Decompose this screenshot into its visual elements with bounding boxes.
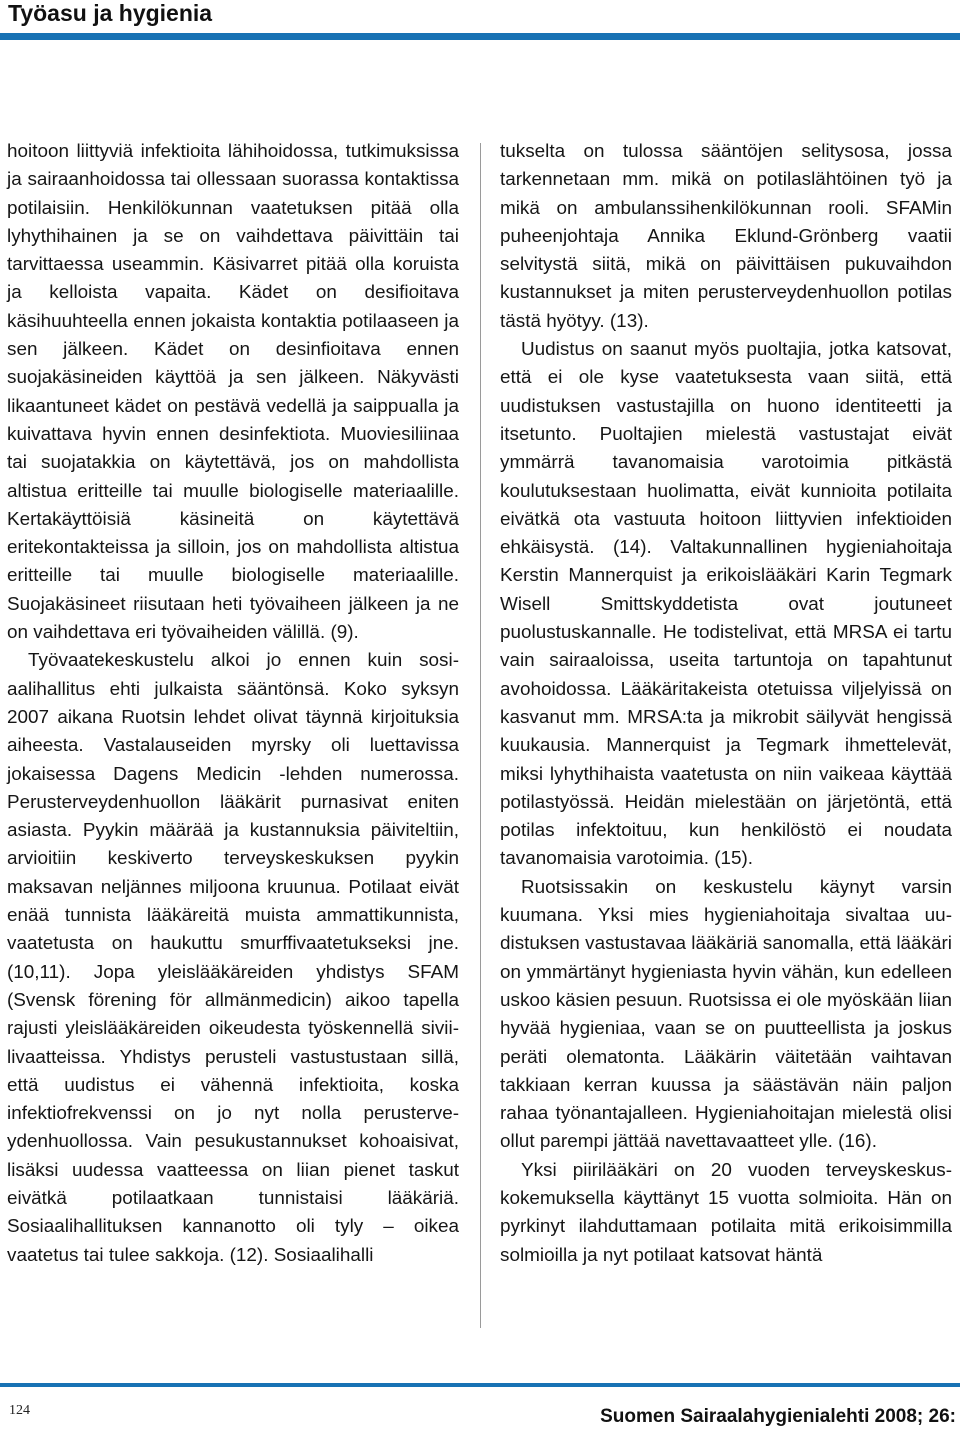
left-column [7,138,459,1270]
header-rule [0,33,960,40]
paragraph: Yksi piirilääkäri on 20 vuoden terveyskeskuskokemuksella käyttänyt 15 vuotta solmioita. Hän on pyrkinyt ilahduttamaan potilaita mitä erikoisimmilla solmioilla ja nyt potilaat katsovat häntä [500,1159,952,1266]
paragraph: hoitoon liittyviä infektioita lähihoidossa, tutkimuksissa ja sairaanhoidossa tai ollessaan suorassa kontaktissa potilaisiin. Henkilökunnan vaatetuksen pitää olla lyhythihainen ja se on vaihdettava päivittäin tai tarvittaessa useammin. Käsivarret pitää olla koruista ja kelloista vapaita. Kädet on desifioitava käsihuuhteella ennen jokaista kontaktia potilaaseen ja sen jälkeen. Kädet on desinfioitava ennen suojakäsineiden käyttöä ja sen jälkeen. Näkyvästi likaantuneet kädet on pestävä vedellä ja saippualla ja kuivattava hyvin ennen desinfektiota. Muoviesiliinaa tai suojatakkia on käytettävä, jos on mahdollista altistua eritteille tai muulle biologiselle materiaalille. Kertakäyttöisiä käsineitä on käytettävä eritekontakteissa ja silloin, jos on mahdollista altistua eritteille tai muulle biologiselle materiaalille. Suojakäsineet riisutaan heti työvaiheen jälkeen ja ne on vaihdettava eri työvaiheiden välillä. (9). [7,141,459,644]
right-column [500,138,952,1270]
journal-title: Suomen Sairaalahygienialehti 2008; 26: [600,1406,956,1427]
paragraph: tukselta on tulossa sääntöjen selitysosa, jossa tarkennetaan mm. mikä on potilaslähtöinen työ ja mikä on ambulanssihenkilökunnan rooli. SFAMin puheenjohtaja Annika Eklund-Grönberg vaatii selvitystä siitä, mikä on päivittäisen pukuvaihdon kustannukset ja miten perusterveydenhuollon potilas tästä hyötyy. (13). [500,141,952,332]
paragraph: Uudistus on saanut myös puoltajia, jotka katsovat, että ei ole kyse vaatetuksesta vaan siitä, että uudistuksen vastustajilla on huono identiteetti ja itsetunto. Puoltajien mielestä vastustajat eivät ymmärrä tavanomaisia varotoimia pitkästä koulutuksestaan huolimatta, eivät kunnioita potilaita eivätkä ota vastuuta hoitoon liittyvien infektioiden ehkäisystä. (14). Valtakunnallinen hygieniahoitaja Kerstin Mannerquist ja erikoislääkäri Karin Tegmark Wisell Smittskyddetista ovat joutuneet puolustuskannalle. He todistelivat, että MRSA ei tartu vain sairaaloissa, useita tartuntoja on tapahtunut avohoidossa. Lääkäritakeista otetuissa viljelyissä on kasvanut mm. MRSA:ta ja mikrobit säilyvät hengissä kuukausia. Mannerquist ja Tegmark ihmettelevät, miksi lyhythihaista vaatetusta on niin vaikeaa käyttää potilastyössä. Heidän mielestään on järjetöntä, että potilas infektoituu, kun henkilöstö ei noudata tavanomaisia varotoimia. (15). [500,339,952,870]
section-title: Työasu ja hygienia [8,0,213,26]
page-number: 124 [9,1403,30,1418]
paragraph: Ruotsissakin on keskustelu käynyt varsin kuumana. Yksi mies hygieniahoitaja sivaltaa uudistuksen vastustavaa lääkäriä sanomalla, että lääkäri on ymmärtänyt hygieniasta hyvin vähän, kun edelleen uskoo käsien pesuun. Ruotsissa ei ole myöskään liian hyvää hygieniaa, vaan se on puutteellista ja joskus peräti olematonta. Lääkärin väitetään vaihtavan takkiaan kerran kuussa ja säästävän näin paljon rahaa työnantajalleen. Hygieniahoitajan mielestä olisi ollut parempi jättää navettavaatteet ylle. (16). [500,876,952,1153]
footer-rule [0,1383,960,1387]
paragraph: Työvaatekeskustelu alkoi jo ennen kuin sosiaalihallitus ehti julkaista sääntönsä. Koko syksyn 2007 aikana Ruotsin lehdet olivat täynnä kirjoituksia aiheesta. Vastalauseiden myrsky oli luettavissa jokaisessa Dagens Medicin -lehden numerossa. Perusterveydenhuollon lääkärit purnasivat eniten asiasta. Pyykin määrää ja kustannuksia päiviteltiin, arvioitiin keskiverto terveyskeskuksen pyykin maksavan neljännes miljoona kruunua. Potilaat eivät enää tunnista lääkäreitä muista ammattikunnista, vaatetusta on haukuttu smurffivaatetukseksi jne. (10,11). Jopa yleislääkäreiden yhdistys SFAM (Svensk förening för allmänmedicin) aikoo tapella rajusti yleislääkäreiden oikeudesta työskennellä siviilivaatteissa. Yhdistys perusteli vastustustaan sillä, että uudistus ei vähennä infektioita, koska infektiofrekvenssi on jo nyt nolla perusterveydenhuollossa. Vain pesukustannukset kohoaisivat, lisäksi uudessa vaatteessa on liian pienet taskut eivätkä potilaatkaan tunnistaisi lääkäriä. Sosiaalihallituksen kannanotto oli tyly – oikea vaatetus tai tulee sakkoja. (12). Sosiaalihalli [7,650,459,1266]
column-divider [480,143,481,1328]
